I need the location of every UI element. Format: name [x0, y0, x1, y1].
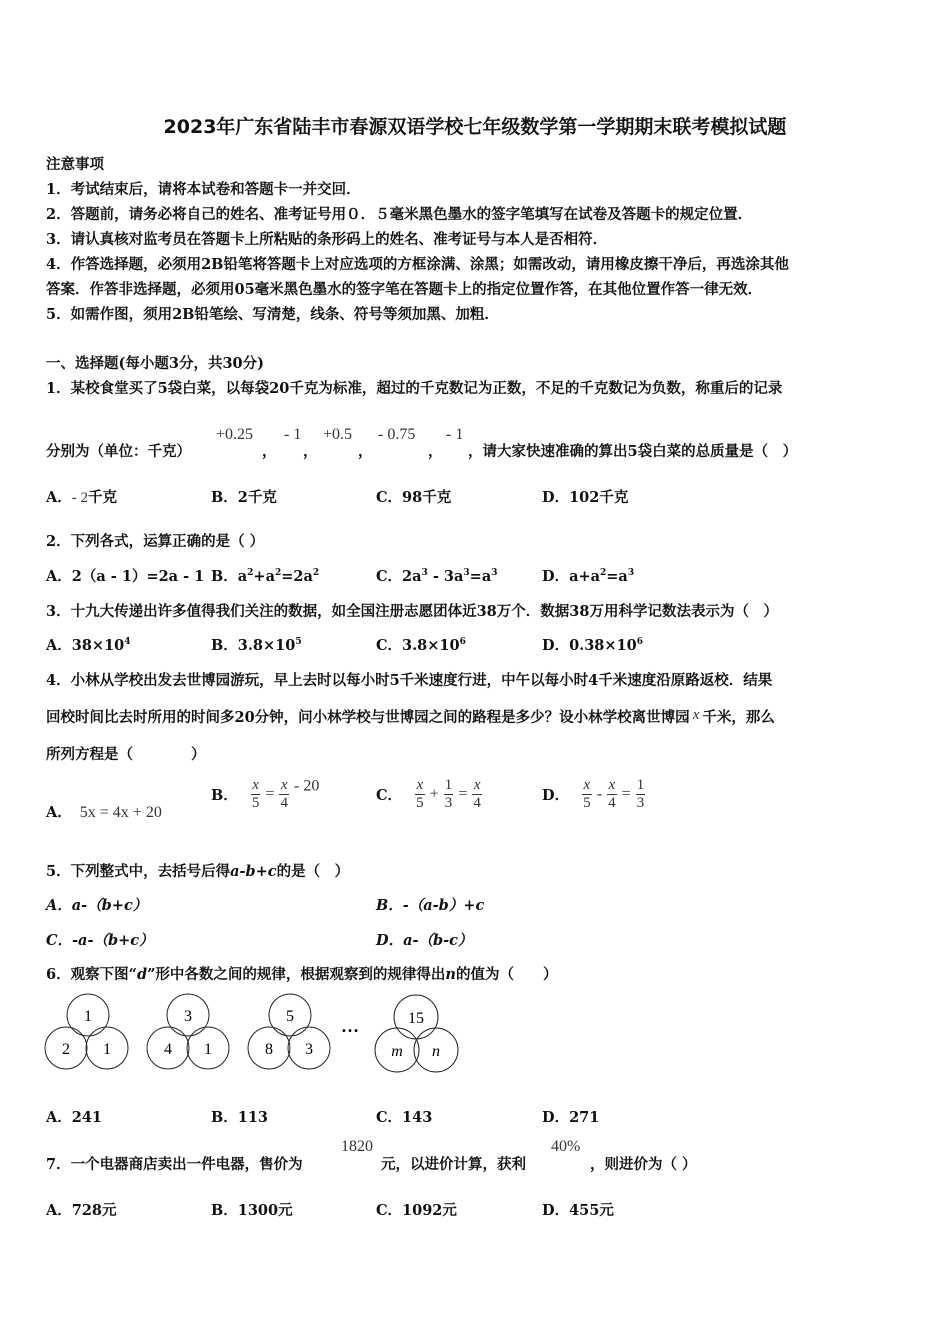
circle-number: 1: [84, 1008, 92, 1025]
d-shape-figure: [147, 994, 229, 1069]
option-label: A．: [46, 489, 72, 506]
d-shape-figure: [45, 994, 128, 1069]
q6-option-b: B．113: [211, 1109, 269, 1126]
circle-number: 5: [286, 1008, 294, 1025]
q3-option-d: D．$0.38\times 10^6$: [542, 637, 643, 654]
circle-number: 4: [164, 1041, 172, 1058]
q7-rate: 40%: [551, 1138, 581, 1155]
q6-option-d: D．271: [542, 1109, 600, 1126]
q6-option-a: A．241: [46, 1109, 103, 1126]
q5-stem: 5．下列整式中，去括号后得a-b+c的是（ ）: [46, 863, 350, 880]
notice-item: 1．考试结束后，请将本试卷和答题卡一并交回．: [46, 181, 361, 198]
q1-sep: ，: [262, 443, 277, 460]
q5-option-b: B．-（a-b）+c: [376, 897, 485, 914]
q5-option-c: C．-a-（b+c）: [46, 932, 154, 949]
notice-item: 4．作答选择题，必须用2B铅笔将答题卡上对应选项的方框涂满、涂黑；如需改动，请用橡皮擦干净后，再选涂其他: [46, 256, 789, 273]
q1-sep: ，: [428, 443, 443, 460]
circle-number: 8: [265, 1041, 273, 1058]
q2-option-c: C．$2a^3 - 3a^3=a^3$: [376, 568, 498, 585]
d-shape-figure: [248, 994, 330, 1069]
circle-variable: n: [432, 1043, 440, 1060]
q4-option-b: B． $\frac{x}{5}$ = $\frac{x}{4}$ - 20: [211, 777, 320, 811]
q7-stem-part1: 7．一个电器商店卖出一件电器，售价为: [46, 1156, 303, 1173]
q7-option-b: B．1300元: [211, 1202, 293, 1219]
ellipsis: …: [341, 1016, 359, 1036]
option-unit: 千克: [88, 489, 118, 506]
q1-option-a: [46, 486, 117, 507]
q2-option-d: D．$a+a^2=a^3$: [542, 568, 635, 585]
q4-option-a: A． 5x = 4x + 20: [46, 804, 162, 821]
circle-number: 1: [204, 1041, 212, 1058]
circle-number: 3: [184, 1008, 192, 1025]
q7-stem-part3: ，则进价为（ ）: [590, 1156, 697, 1173]
circle-number: 15: [408, 1010, 424, 1027]
q1-suffix: ，请大家快速准确的算出5袋白菜的总质量是（ ）: [468, 443, 798, 460]
d-shape-figure: [375, 995, 458, 1072]
q1-value: +0.25: [216, 426, 254, 443]
q2-stem: 2．下列各式，运算正确的是（ ）: [46, 533, 265, 550]
notice-item: 3．请认真核对监考员在答题卡上所粘贴的条形码上的姓名、准考证号与本人是否相符．: [46, 231, 608, 248]
q7-option-d: D．455元: [542, 1202, 614, 1219]
q1-value: - 1: [284, 426, 302, 443]
q1-value: - 1: [446, 426, 464, 443]
q6-stem: 6．观察下图“d”形中各数之间的规律，根据观察到的规律得出n的值为（ ）: [46, 966, 558, 983]
page-title: 2023年广东省陆丰市春源双语学校七年级数学第一学期期末联考模拟试题: [163, 116, 787, 138]
q2-option-a: A．2（a - 1）=2a - 1: [46, 568, 205, 585]
circle-number: 1: [103, 1041, 111, 1058]
q1-option-d: D．102千克: [542, 489, 629, 506]
q4-stem-line1: 4．小林从学校出发去世博园游玩，早上去时以每小时5千米速度行进，中午以每小时4千米速度沿原路返校．结果: [46, 672, 773, 689]
q4-option-c: C． $\frac{x}{5}$ + $\frac{1}{3}$ = $\frac{x}{4}$: [376, 777, 481, 811]
q5-option-a: A．a-（b+c）: [46, 897, 148, 914]
q1-sep: ，: [358, 443, 373, 460]
q6-option-c: C．143: [376, 1109, 433, 1126]
q1-stem-line2: [46, 440, 191, 461]
q3-option-a: A．$38\times 10^4$: [46, 637, 131, 654]
q5-option-d: D．a-（b-c）: [376, 932, 473, 949]
q1-value: - 0.75: [378, 426, 416, 443]
circle-number: 2: [62, 1041, 70, 1058]
circle-variable: m: [391, 1043, 403, 1060]
q1-stem-line1: 1．某校食堂买了5袋白菜，以每袋20千克为标准，超过的千克数记为正数，不足的千克数记为负数，称重后的记录: [46, 380, 783, 397]
q7-option-c: C．1092元: [376, 1202, 457, 1219]
section-heading: 一、选择题(每小题3分，共30分): [46, 355, 264, 372]
option-math: - 2: [71, 490, 89, 506]
notice-item: 5．如需作图，须用2B铅笔绘、写清楚，线条、符号等须加黑、加粗．: [46, 306, 499, 323]
q1-value: +0.5: [323, 426, 353, 443]
q2-option-b: B．$a^2+a^2=2a^2$: [211, 568, 320, 585]
q1-sep: ，: [303, 443, 318, 460]
q7-option-a: A．728元: [46, 1202, 117, 1219]
q1-option-c: C．98千克: [376, 489, 452, 506]
q4-option-d: D． $\frac{x}{5}$ - $\frac{x}{4}$ = $\frac{1}{3}$: [542, 777, 645, 811]
circle-number: 3: [305, 1041, 313, 1058]
q3-option-b: B．$3.8\times 10^5$: [211, 637, 302, 654]
q3-stem: 3．十九大传递出许多值得我们关注的数据，如全国注册志愿团体近38万个．数据38万用科学记数法表示为（ ）: [46, 603, 778, 620]
q7-stem-part2: 元，以进价计算，获利: [381, 1156, 526, 1173]
q1-prefix: 分别为（单位：千克）: [46, 443, 191, 460]
q7-price: 1820: [341, 1138, 373, 1155]
notice-heading: 注意事项: [46, 156, 104, 173]
notice-item: 答案．作答非选择题，必须用05毫米黑色墨水的签字笔在答题卡上的指定位置作答，在其他位置作答一律无效．: [46, 281, 763, 298]
q1-option-b: B．2千克: [211, 489, 277, 506]
q6-figure: [40, 990, 470, 1080]
q4-stem-line2: 回校时间比去时所用的时间多20分钟，问小林学校与世博园之间的路程是多少？设小林学校离世博园 x 千米，那么: [46, 707, 775, 726]
q3-option-c: C．$3.8\times 10^6$: [376, 637, 466, 654]
q4-stem-line3: 所列方程是（ ）: [46, 746, 206, 763]
notice-item: 2．答题前，请务必将自己的姓名、准考证号用０．５毫米黑色墨水的签字笔填写在试卷及答题卡的规定位置．: [46, 206, 753, 223]
